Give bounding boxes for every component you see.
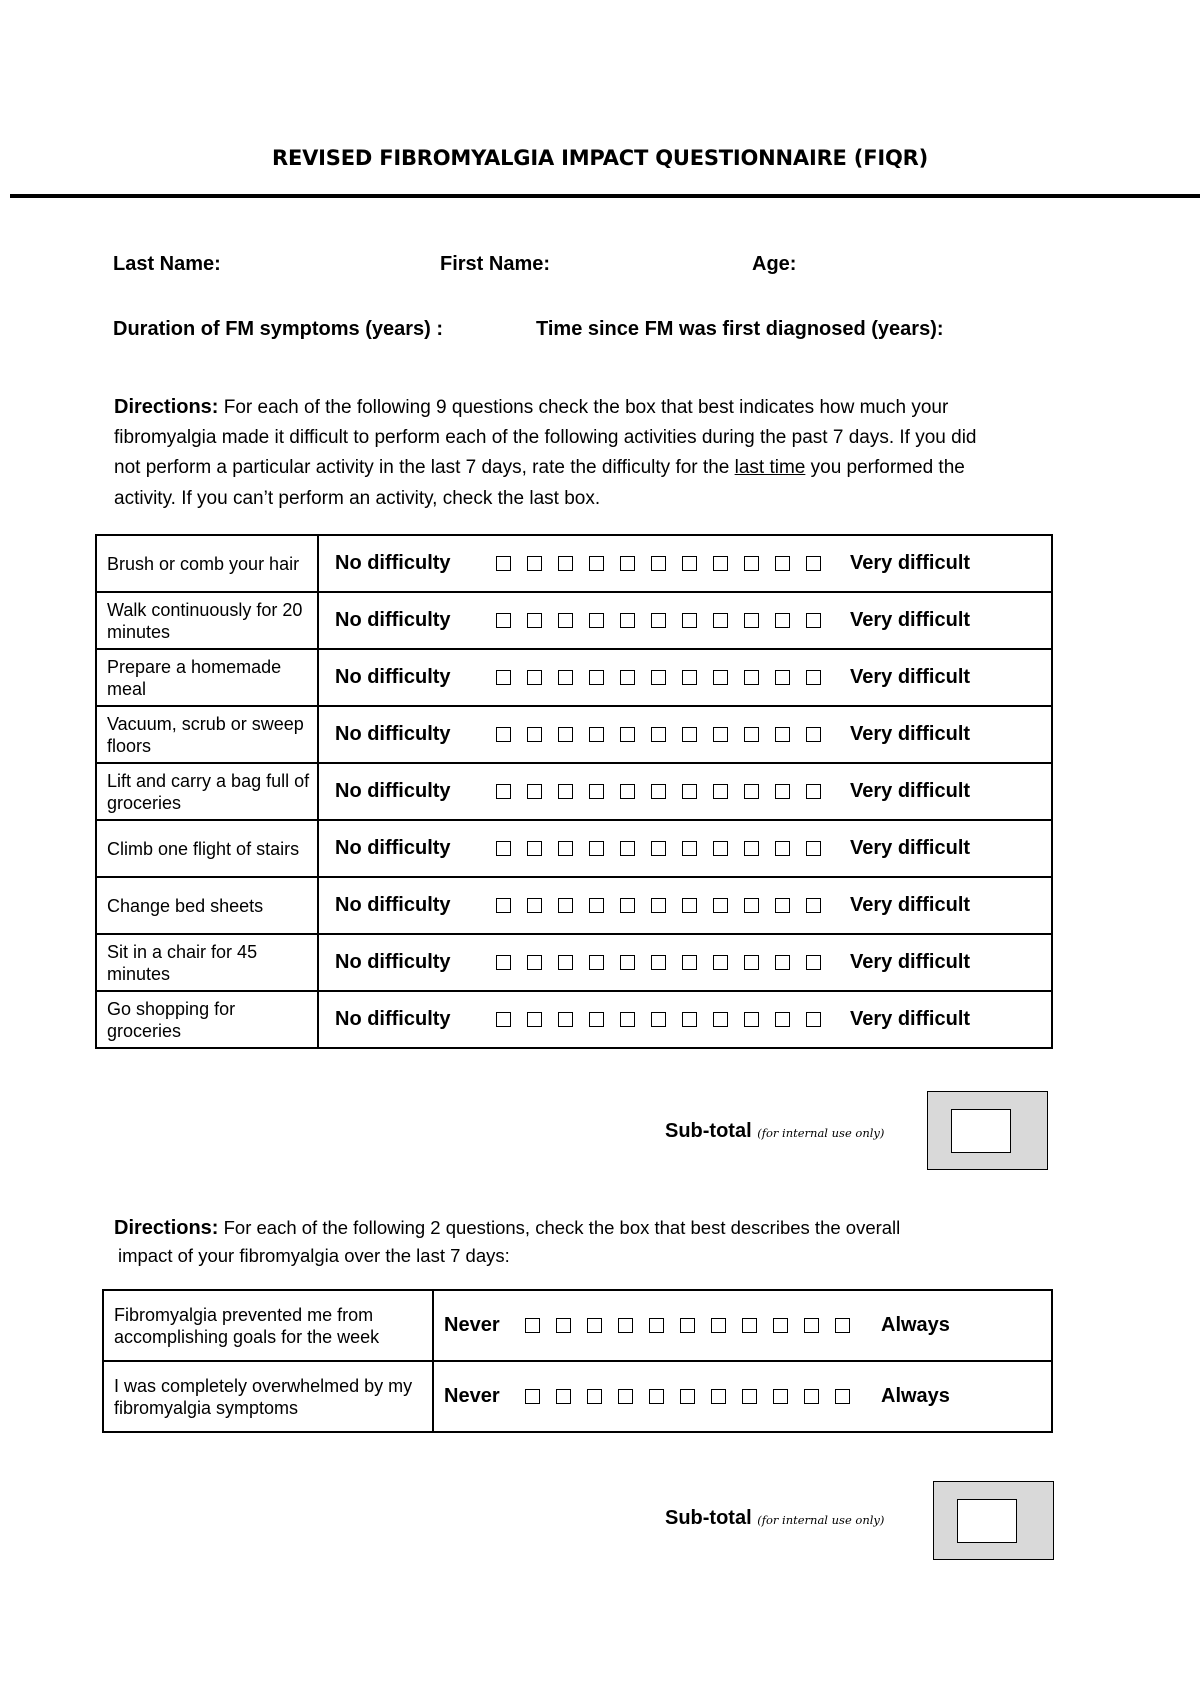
rating-scale-cell — [318, 877, 1052, 934]
rating-scale — [319, 951, 1051, 974]
rating-checkbox[interactable] — [620, 613, 635, 628]
checkbox-group — [496, 898, 821, 913]
scale-right-label: Very difficult — [850, 552, 971, 574]
function-question-text: Change bed sheets — [96, 877, 318, 934]
directions-1-line-1 — [114, 396, 948, 419]
rating-checkbox[interactable] — [806, 784, 821, 799]
rating-checkbox[interactable] — [806, 1012, 821, 1027]
rating-checkbox[interactable] — [713, 784, 728, 799]
rating-checkbox[interactable] — [558, 841, 573, 856]
rating-checkbox[interactable] — [806, 613, 821, 628]
rating-scale-cell — [318, 934, 1052, 991]
checkbox-group — [496, 556, 821, 571]
rating-checkbox[interactable] — [713, 727, 728, 742]
rating-checkbox[interactable] — [806, 670, 821, 685]
directions-2-line-2: impact of your fibromyalgia over the last 7 days: — [118, 1245, 510, 1266]
rating-checkbox[interactable] — [680, 1389, 695, 1404]
subtotal-2-text: Sub-total — [665, 1507, 752, 1529]
scale-left-label: No difficulty — [335, 723, 451, 745]
function-question-row — [96, 706, 1052, 763]
subtotal-1-box — [927, 1091, 1048, 1170]
rating-checkbox[interactable] — [527, 1012, 542, 1027]
rating-scale-cell — [433, 1361, 1052, 1432]
rating-checkbox[interactable] — [775, 613, 790, 628]
scale-right-label: Always — [881, 1385, 950, 1407]
rating-checkbox[interactable] — [558, 670, 573, 685]
rating-scale — [319, 552, 1051, 575]
rating-checkbox[interactable] — [682, 841, 697, 856]
rating-scale-cell — [318, 649, 1052, 706]
title-divider — [10, 194, 1200, 198]
rating-scale — [434, 1314, 1051, 1337]
rating-checkbox[interactable] — [775, 727, 790, 742]
rating-checkbox[interactable] — [525, 1318, 540, 1333]
rating-checkbox[interactable] — [556, 1318, 571, 1333]
subtotal-2-label — [665, 1507, 884, 1530]
rating-scale-cell — [318, 991, 1052, 1048]
rating-checkbox[interactable] — [558, 727, 573, 742]
directions-1-text-3b: you performed the — [805, 457, 965, 478]
scale-left-label: Never — [444, 1385, 500, 1407]
last-time-emphasis: last time — [734, 457, 806, 478]
rating-checkbox[interactable] — [620, 841, 635, 856]
duration-label: Duration of FM symptoms (years) : — [113, 318, 444, 340]
rating-checkbox[interactable] — [744, 784, 759, 799]
rating-checkbox[interactable] — [775, 841, 790, 856]
rating-checkbox[interactable] — [527, 613, 542, 628]
scale-left-label: No difficulty — [335, 951, 451, 973]
rating-checkbox[interactable] — [682, 556, 697, 571]
rating-checkbox[interactable] — [651, 727, 666, 742]
rating-checkbox[interactable] — [775, 955, 790, 970]
overall-question-text: I was completely overwhelmed by my fibromyalgia symptoms — [103, 1361, 433, 1432]
rating-checkbox[interactable] — [589, 556, 604, 571]
subtotal-1-note: (for internal use only) — [757, 1126, 885, 1140]
rating-checkbox[interactable] — [835, 1389, 850, 1404]
scale-left-label: No difficulty — [335, 837, 451, 859]
rating-checkbox[interactable] — [587, 1389, 602, 1404]
rating-checkbox[interactable] — [496, 556, 511, 571]
rating-checkbox[interactable] — [742, 1318, 757, 1333]
time-since-diagnosis-label: Time since FM was first diagnosed (years): — [536, 318, 944, 340]
function-question-row — [96, 820, 1052, 877]
scale-left-label: Never — [444, 1314, 500, 1336]
rating-scale — [319, 666, 1051, 689]
rating-checkbox[interactable] — [775, 1012, 790, 1027]
scale-right-label: Very difficult — [850, 723, 971, 745]
rating-checkbox[interactable] — [618, 1318, 633, 1333]
rating-checkbox[interactable] — [744, 841, 759, 856]
directions-2-line-1 — [114, 1217, 900, 1240]
last-name-label: Last Name: — [113, 253, 221, 275]
rating-checkbox[interactable] — [835, 1318, 850, 1333]
rating-checkbox[interactable] — [558, 898, 573, 913]
directions-2-label: Directions: — [114, 1217, 219, 1239]
rating-checkbox[interactable] — [773, 1389, 788, 1404]
rating-checkbox[interactable] — [587, 1318, 602, 1333]
checkbox-group — [496, 1012, 821, 1027]
rating-checkbox[interactable] — [713, 1012, 728, 1027]
rating-checkbox[interactable] — [558, 613, 573, 628]
rating-scale-cell — [433, 1290, 1052, 1361]
rating-checkbox[interactable] — [713, 670, 728, 685]
rating-checkbox[interactable] — [589, 841, 604, 856]
scale-left-label: No difficulty — [335, 609, 451, 631]
rating-checkbox[interactable] — [742, 1389, 757, 1404]
rating-checkbox[interactable] — [806, 727, 821, 742]
rating-checkbox[interactable] — [589, 613, 604, 628]
rating-checkbox[interactable] — [806, 898, 821, 913]
rating-scale — [319, 780, 1051, 803]
function-question-text: Lift and carry a bag full of groceries — [96, 763, 318, 820]
overall-question-text: Fibromyalgia prevented me from accomplishing goals for the week — [103, 1290, 433, 1361]
rating-checkbox[interactable] — [744, 727, 759, 742]
rating-checkbox[interactable] — [773, 1318, 788, 1333]
rating-checkbox[interactable] — [589, 955, 604, 970]
function-question-text: Sit in a chair for 45 minutes — [96, 934, 318, 991]
rating-checkbox[interactable] — [620, 1012, 635, 1027]
rating-checkbox[interactable] — [744, 955, 759, 970]
rating-checkbox[interactable] — [682, 784, 697, 799]
rating-checkbox[interactable] — [682, 1012, 697, 1027]
scale-left-label: No difficulty — [335, 780, 451, 802]
rating-checkbox[interactable] — [496, 670, 511, 685]
scale-right-label: Very difficult — [850, 951, 971, 973]
rating-checkbox[interactable] — [744, 556, 759, 571]
rating-checkbox[interactable] — [651, 784, 666, 799]
rating-scale — [319, 609, 1051, 632]
rating-checkbox[interactable] — [775, 670, 790, 685]
function-question-text: Brush or comb your hair — [96, 535, 318, 592]
rating-checkbox[interactable] — [744, 613, 759, 628]
scale-right-label: Very difficult — [850, 837, 971, 859]
directions-1-text-1: For each of the following 9 questions check the box that best indicates how much your — [223, 397, 949, 418]
rating-checkbox[interactable] — [713, 898, 728, 913]
rating-checkbox[interactable] — [713, 613, 728, 628]
scale-right-label: Very difficult — [850, 894, 971, 916]
rating-checkbox[interactable] — [527, 670, 542, 685]
rating-checkbox[interactable] — [558, 784, 573, 799]
function-question-text: Go shopping for groceries — [96, 991, 318, 1048]
function-question-row — [96, 991, 1052, 1048]
function-question-text: Climb one flight of stairs — [96, 820, 318, 877]
rating-checkbox[interactable] — [527, 784, 542, 799]
subtotal-1-text: Sub-total — [665, 1120, 752, 1142]
overall-impact-table — [102, 1289, 1053, 1433]
rating-checkbox[interactable] — [804, 1389, 819, 1404]
function-question-text: Vacuum, scrub or sweep floors — [96, 706, 318, 763]
rating-scale — [319, 723, 1051, 746]
checkbox-group — [496, 670, 821, 685]
rating-checkbox[interactable] — [775, 898, 790, 913]
rating-checkbox[interactable] — [589, 670, 604, 685]
rating-checkbox[interactable] — [558, 955, 573, 970]
rating-checkbox[interactable] — [589, 727, 604, 742]
rating-checkbox[interactable] — [496, 841, 511, 856]
rating-checkbox[interactable] — [713, 841, 728, 856]
scale-right-label: Always — [881, 1314, 950, 1336]
checkbox-group — [496, 784, 821, 799]
rating-checkbox[interactable] — [558, 556, 573, 571]
function-question-row — [96, 649, 1052, 706]
scale-left-label: No difficulty — [335, 894, 451, 916]
scale-left-label: No difficulty — [335, 666, 451, 688]
subtotal-2-input[interactable] — [957, 1499, 1017, 1543]
rating-checkbox[interactable] — [496, 955, 511, 970]
rating-checkbox[interactable] — [620, 556, 635, 571]
rating-checkbox[interactable] — [744, 898, 759, 913]
rating-checkbox[interactable] — [651, 556, 666, 571]
rating-checkbox[interactable] — [496, 1012, 511, 1027]
rating-checkbox[interactable] — [682, 955, 697, 970]
directions-1-line-3 — [114, 457, 965, 479]
rating-checkbox[interactable] — [496, 784, 511, 799]
rating-checkbox[interactable] — [711, 1318, 726, 1333]
function-questions-table — [95, 534, 1053, 1049]
directions-2-text-1: For each of the following 2 questions, check the box that best describes the overall — [223, 1217, 901, 1238]
rating-checkbox[interactable] — [744, 670, 759, 685]
subtotal-1-input[interactable] — [951, 1109, 1011, 1153]
subtotal-2-note: (for internal use only) — [757, 1513, 885, 1527]
rating-checkbox[interactable] — [806, 556, 821, 571]
scale-right-label: Very difficult — [850, 1008, 971, 1030]
checkbox-group — [496, 613, 821, 628]
function-question-row — [96, 934, 1052, 991]
rating-checkbox[interactable] — [496, 898, 511, 913]
rating-checkbox[interactable] — [682, 727, 697, 742]
function-question-row — [96, 877, 1052, 934]
scale-left-label: No difficulty — [335, 552, 451, 574]
function-question-row — [96, 592, 1052, 649]
scale-left-label: No difficulty — [335, 1008, 451, 1030]
rating-checkbox[interactable] — [527, 727, 542, 742]
directions-1-line-2: fibromyalgia made it difficult to perform each of the following activities during the past 7 days. If you did — [114, 427, 977, 448]
rating-checkbox[interactable] — [651, 670, 666, 685]
rating-checkbox[interactable] — [618, 1389, 633, 1404]
rating-checkbox[interactable] — [527, 841, 542, 856]
rating-checkbox[interactable] — [620, 898, 635, 913]
rating-scale-cell — [318, 820, 1052, 877]
rating-checkbox[interactable] — [744, 1012, 759, 1027]
rating-checkbox[interactable] — [651, 955, 666, 970]
rating-checkbox[interactable] — [527, 556, 542, 571]
rating-checkbox[interactable] — [651, 898, 666, 913]
directions-1-text-3a: not perform a particular activity in the last 7 days, rate the difficulty for the — [114, 457, 735, 478]
overall-question-row — [103, 1361, 1052, 1432]
rating-scale — [319, 837, 1051, 860]
rating-checkbox[interactable] — [682, 613, 697, 628]
rating-checkbox[interactable] — [713, 556, 728, 571]
rating-scale — [319, 1008, 1051, 1031]
rating-checkbox[interactable] — [556, 1389, 571, 1404]
rating-checkbox[interactable] — [620, 670, 635, 685]
overall-question-row — [103, 1290, 1052, 1361]
page-title: REVISED FIBROMYALGIA IMPACT QUESTIONNAIRE (FIQR) — [272, 146, 928, 170]
rating-checkbox[interactable] — [620, 784, 635, 799]
rating-checkbox[interactable] — [651, 1012, 666, 1027]
rating-checkbox[interactable] — [680, 1318, 695, 1333]
scale-right-label: Very difficult — [850, 780, 971, 802]
rating-checkbox[interactable] — [775, 784, 790, 799]
rating-checkbox[interactable] — [589, 898, 604, 913]
rating-checkbox[interactable] — [651, 613, 666, 628]
rating-checkbox[interactable] — [649, 1318, 664, 1333]
scale-right-label: Very difficult — [850, 609, 971, 631]
function-question-text: Walk continuously for 20 minutes — [96, 592, 318, 649]
scale-right-label: Very difficult — [850, 666, 971, 688]
rating-checkbox[interactable] — [804, 1318, 819, 1333]
directions-1-line-4: activity. If you can’t perform an activity, check the last box. — [114, 488, 601, 509]
checkbox-group — [496, 727, 821, 742]
subtotal-1-label — [665, 1120, 884, 1143]
rating-checkbox[interactable] — [775, 556, 790, 571]
rating-checkbox[interactable] — [649, 1389, 664, 1404]
rating-scale — [434, 1385, 1051, 1408]
function-question-row — [96, 535, 1052, 592]
rating-checkbox[interactable] — [589, 1012, 604, 1027]
rating-checkbox[interactable] — [620, 727, 635, 742]
rating-checkbox[interactable] — [806, 955, 821, 970]
checkbox-group — [525, 1318, 850, 1333]
rating-checkbox[interactable] — [589, 784, 604, 799]
rating-scale — [319, 894, 1051, 917]
rating-scale-cell — [318, 592, 1052, 649]
checkbox-group — [496, 841, 821, 856]
rating-scale-cell — [318, 535, 1052, 592]
rating-checkbox[interactable] — [682, 898, 697, 913]
subtotal-2-box — [933, 1481, 1054, 1560]
checkbox-group — [525, 1389, 850, 1404]
rating-checkbox[interactable] — [525, 1389, 540, 1404]
rating-checkbox[interactable] — [682, 670, 697, 685]
age-label: Age: — [752, 253, 797, 275]
rating-checkbox[interactable] — [711, 1389, 726, 1404]
directions-1-label: Directions: — [114, 396, 219, 418]
rating-checkbox[interactable] — [527, 898, 542, 913]
rating-scale-cell — [318, 706, 1052, 763]
rating-checkbox[interactable] — [713, 955, 728, 970]
rating-checkbox[interactable] — [496, 613, 511, 628]
rating-checkbox[interactable] — [527, 955, 542, 970]
first-name-label: First Name: — [440, 253, 551, 275]
rating-checkbox[interactable] — [558, 1012, 573, 1027]
checkbox-group — [496, 955, 821, 970]
function-question-row — [96, 763, 1052, 820]
rating-checkbox[interactable] — [651, 841, 666, 856]
rating-checkbox[interactable] — [806, 841, 821, 856]
function-question-text: Prepare a homemade meal — [96, 649, 318, 706]
rating-scale-cell — [318, 763, 1052, 820]
rating-checkbox[interactable] — [496, 727, 511, 742]
rating-checkbox[interactable] — [620, 955, 635, 970]
